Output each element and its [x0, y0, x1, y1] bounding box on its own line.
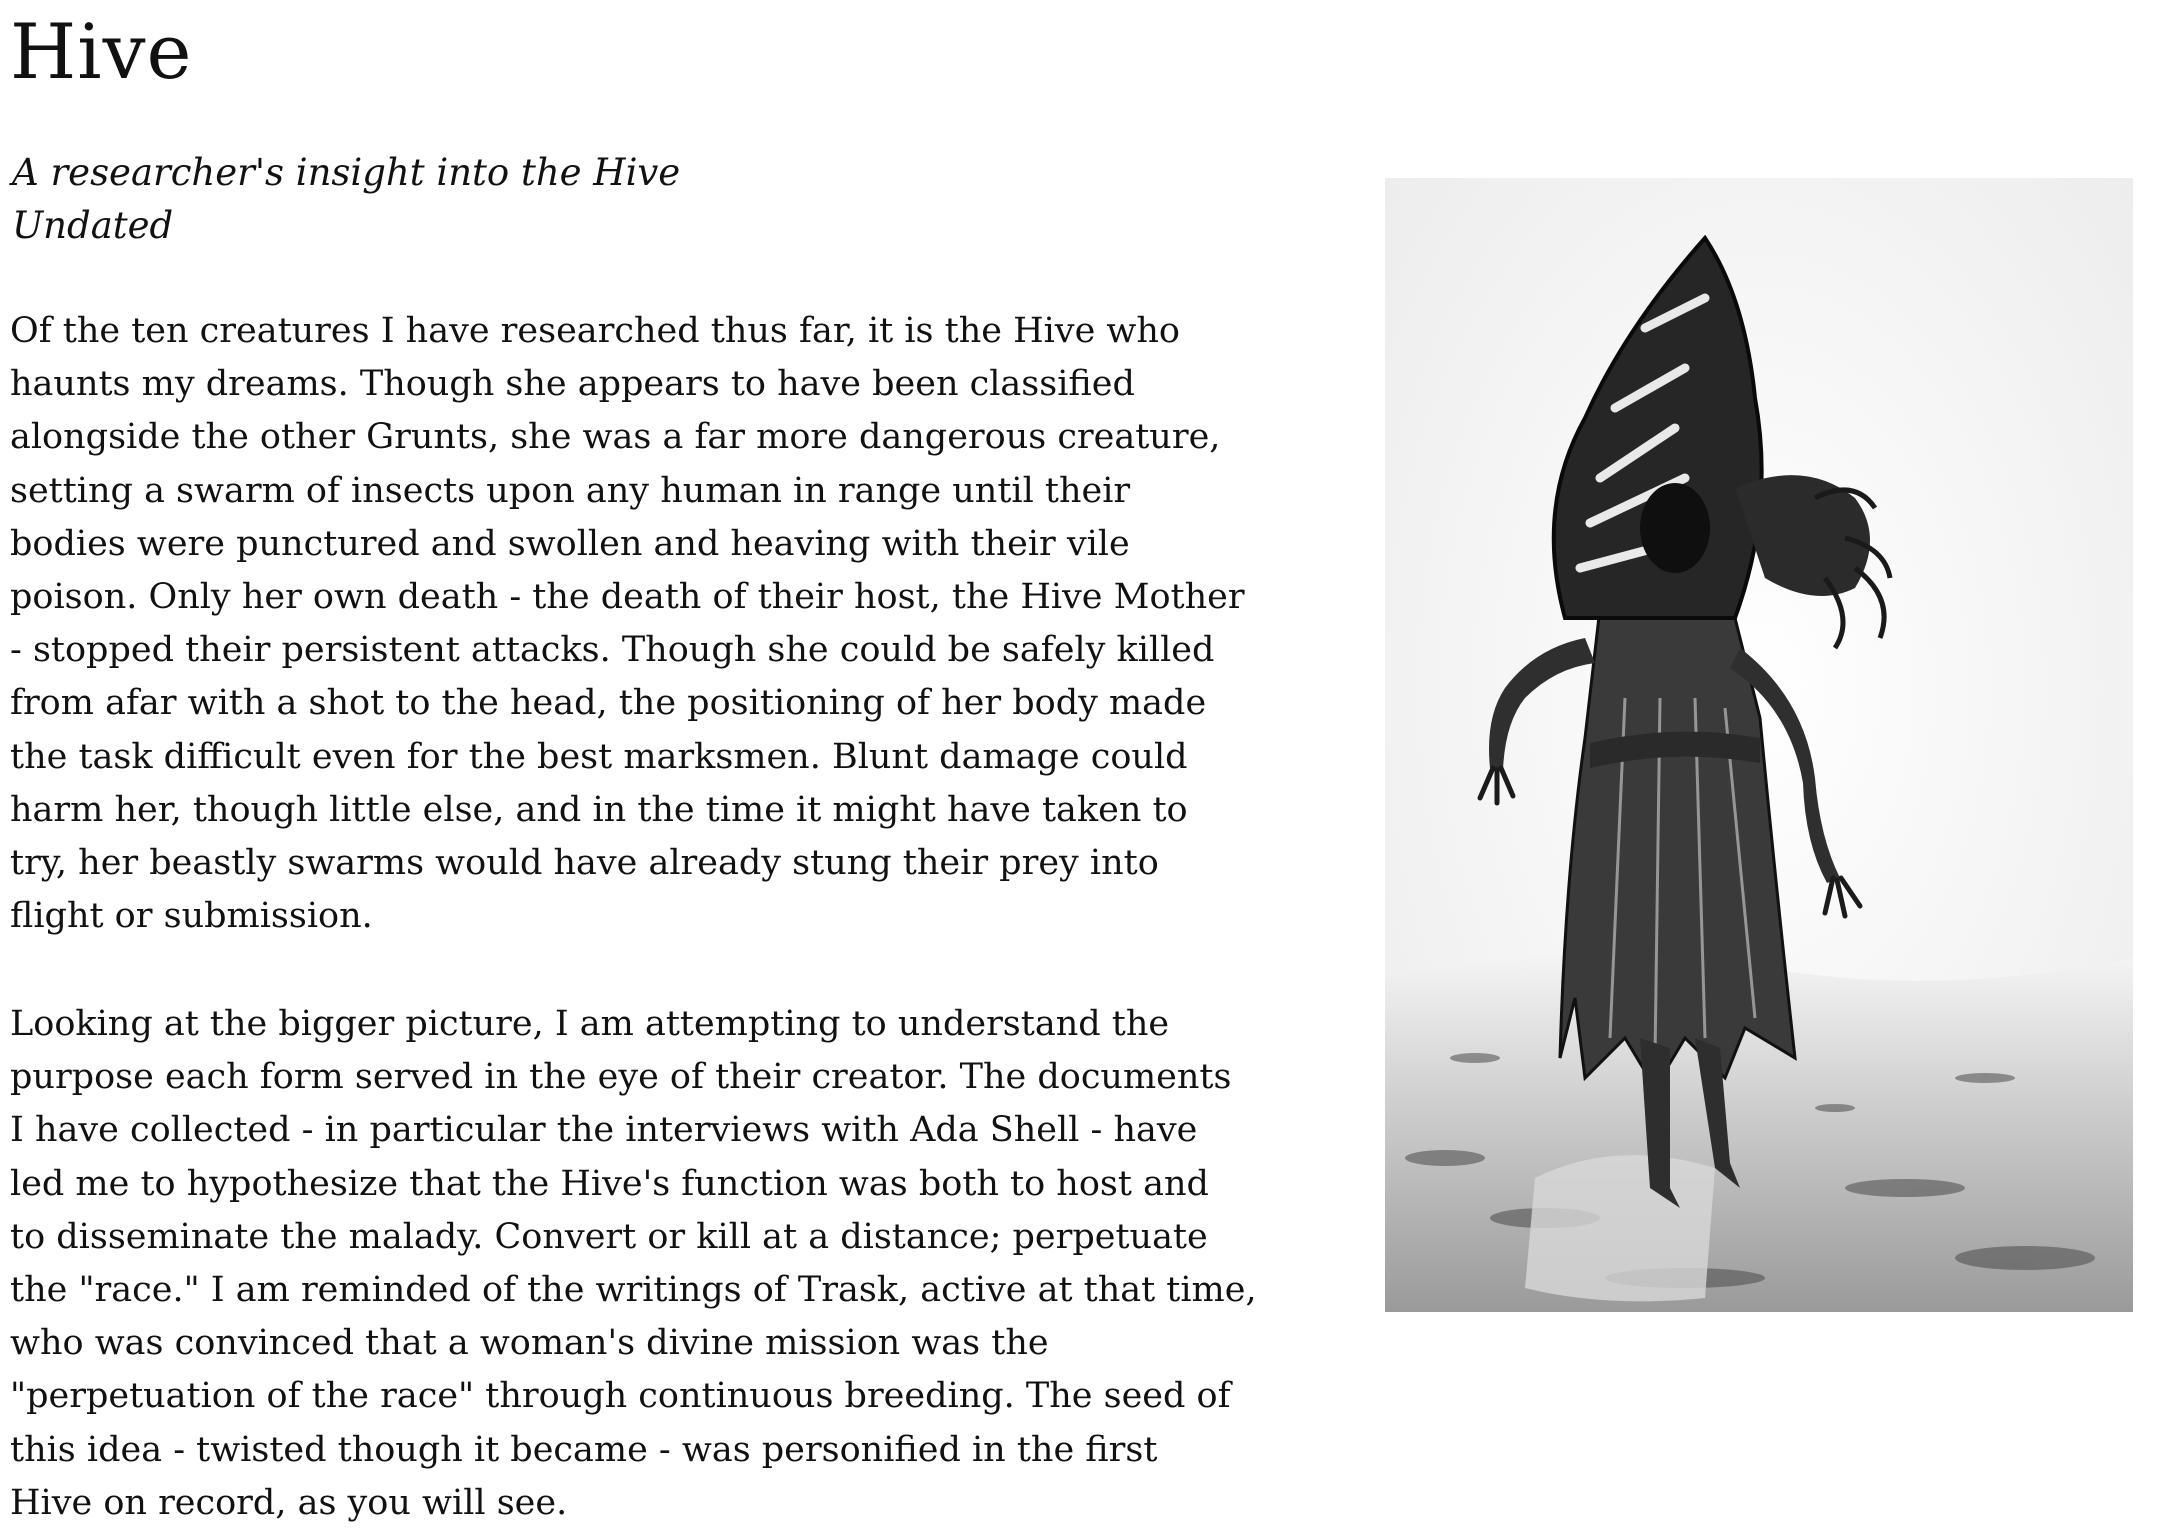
- hive-creature-illustration: [1385, 178, 2133, 1312]
- text-line: the "race." I am reminded of the writings of Trask, active at that time,: [10, 1270, 1257, 1311]
- subtitle-block: [12, 146, 680, 252]
- text-line: to disseminate the malady. Convert or kill at a distance; perpetuate: [10, 1216, 1208, 1257]
- text-line: poison. Only her own death - the death of their host, the Hive Mother: [10, 577, 1245, 618]
- text-line: Hive on record, as you will see.: [10, 1482, 568, 1523]
- text-line: purpose each form served in the eye of their creator. The documents: [10, 1057, 1232, 1098]
- document-date: Undated: [12, 204, 174, 247]
- text-line: who was convinced that a woman's divine mission was the: [10, 1323, 1049, 1364]
- text-line: try, her beastly swarms would have already stung their prey into: [10, 843, 1159, 884]
- text-line: the task difficult even for the best marksmen. Blunt damage could: [10, 736, 1188, 777]
- text-line: led me to hypothesize that the Hive's function was both to host and: [10, 1163, 1209, 1204]
- document-subtitle: A researcher's insight into the Hive: [12, 151, 681, 194]
- text-line: "perpetuation of the race" through continuous breeding. The seed of: [10, 1376, 1231, 1417]
- text-line: from afar with a shot to the head, the positioning of her body made: [10, 683, 1207, 724]
- paragraph-2: [10, 998, 1270, 1530]
- text-line: - stopped their persistent attacks. Though she could be safely killed: [10, 630, 1215, 671]
- page-title: Hive: [10, 7, 193, 96]
- text-line: setting a swarm of insects upon any human in range until their: [10, 470, 1131, 511]
- text-line: this idea - twisted though it became - was personified in the first: [10, 1429, 1158, 1470]
- text-line: haunts my dreams. Though she appears to have been classified: [10, 364, 1135, 405]
- paragraph-1: [10, 305, 1270, 943]
- text-line: bodies were punctured and swollen and heaving with their vile: [10, 523, 1130, 564]
- text-line: I have collected - in particular the interviews with Ada Shell - have: [10, 1110, 1198, 1151]
- text-line: Looking at the bigger picture, I am attempting to understand the: [10, 1004, 1170, 1044]
- text-line: flight or submission.: [10, 896, 373, 937]
- text-line: alongside the other Grunts, she was a far more dangerous creature,: [10, 417, 1221, 458]
- hive-creature-drawing: [1385, 178, 2133, 1312]
- text-line: harm her, though little else, and in the time it might have taken to: [10, 789, 1188, 830]
- text-line: Of the ten creatures I have researched thus far, it is the Hive who: [10, 311, 1180, 351]
